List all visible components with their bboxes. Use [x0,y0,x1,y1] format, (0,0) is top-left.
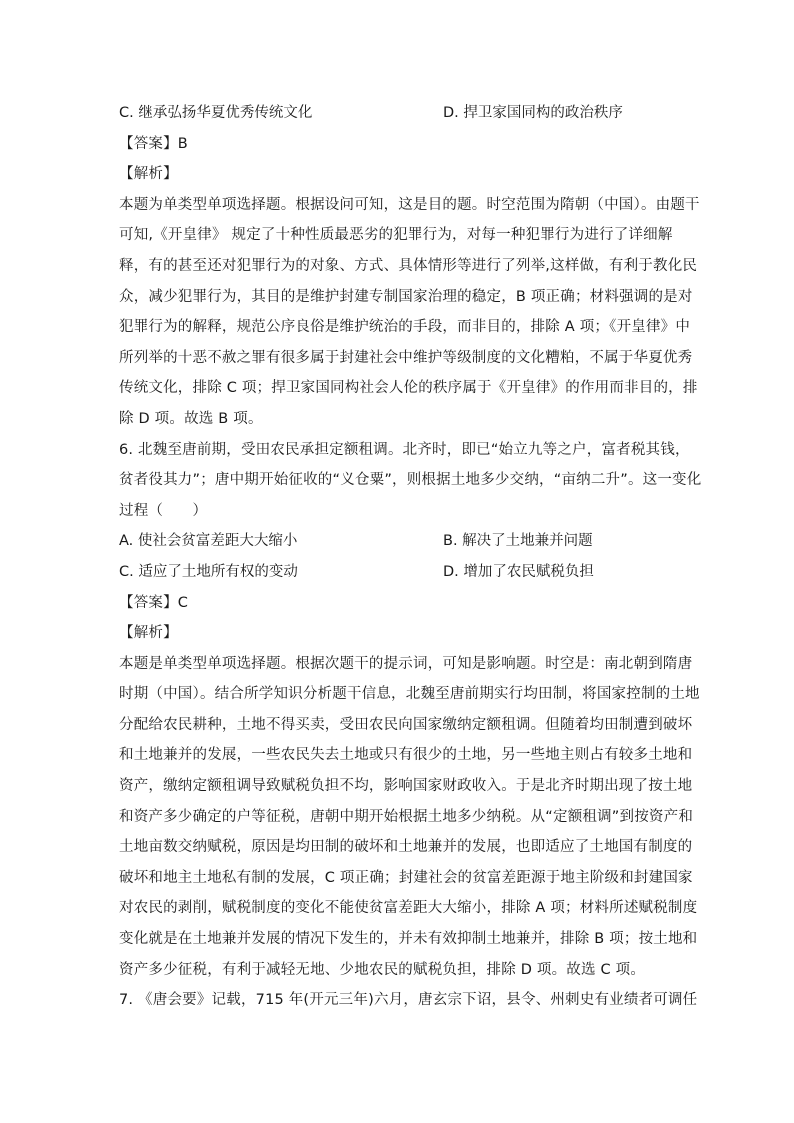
q5-analysis-line: 众，减少犯罪行为，其目的是维护封建专制国家治理的稳定，B 项正确；材料强调的是对 [119,288,693,305]
document-page [119,98,702,1016]
q5-analysis-line: 传统文化，排除 C 项；捍卫家国同构社会人伦的秩序属于《开皇律》的作用而非目的，排 [119,380,698,397]
q6-analysis-line: 时期（中国）。结合所学知识分析题干信息，北魏至唐前期实行均田制，将国家控制的土地 [119,686,700,703]
q7-stem-line: 7. 《唐会要》记载，715 年(开元三年)六月，唐玄宗下诏，县令、州刺史有业绩者可调任 [119,992,698,1009]
q5-analysis-line: 犯罪行为的解释，规范公序良俗是维护统治的手段，而非目的，排除 A 项；《开皇律》中 [119,319,691,336]
q5-analysis [119,190,700,435]
q5-analysis-line: 释，有的甚至还对犯罪行为的对象、方式、具体情形等进行了列举,这样做，有利于教化民 [119,257,698,274]
q6-answer: 【答案】C [119,594,189,611]
q5-analysis-line: 除 D 项。故选 B 项。 [119,410,263,427]
q6-stem-line: 过程（ ） [119,502,208,519]
q5-analysis-line: 所列举的十恶不赦之罪有很多属于封建社会中维护等级制度的文化糟粕，不属于华夏优秀 [119,349,693,366]
q5-option-c: C. 继承弘扬华夏优秀传统文化 [119,105,313,121]
q6-analysis-line: 破坏和地主土地私有制的发展，C 项正确；封建社会的贫富差距源于地主阶级和封建国家 [119,869,693,886]
q6-stem-line: 贫者役其力”；唐中期开始征收的“义仓粟”，则根据土地多少交纳，“亩纳二升”。这一变化 [119,472,702,489]
q7-stem [119,985,698,1016]
q6-option-d: D. 增加了农民赋税负担 [443,563,594,580]
q5-options-cd [119,98,679,129]
q6-analysis-line: 土地亩数交纳赋税，原因是均田制的破坏和土地兼并的发展，也即适应了土地国有制度的 [119,839,693,856]
q5-option-d: D. 捍卫家国同构的政治秩序 [443,105,623,121]
q6-analysis-line: 资产多少征税，有利于减轻无地、少地农民的赋税负担，排除 D 项。故选 C 项。 [119,961,646,978]
q6-analysis [119,649,700,986]
q5-answer: 【答案】B [119,135,188,152]
q6-option-a: A. 使社会贫富差距大大缩小 [119,533,298,550]
q6-analysis-line: 对农民的剥削，赋税制度的变化不能使贫富差距大大缩小，排除 A 项；材料所述赋税制度 [119,900,698,917]
q6-analysis-line: 资产，缴纳定额租调导致赋税负担不均，影响国家财政收入。于是北齐时期出现了按土地 [119,778,693,795]
q6-stem [119,435,702,527]
q6-options-ab [119,526,679,557]
q5-analysis-heading: 【解析】 [119,166,178,183]
q6-analysis-line: 变化就是在土地兼并发展的情况下发生的，并未有效抑制土地兼并，排除 B 项；按土地和 [119,931,698,948]
q6-options-cd [119,557,679,588]
q6-analysis-line: 分配给农民耕种，土地不得买卖，受田农民向国家缴纳定额租调。但随着均田制遭到破坏 [119,716,693,733]
q6-analysis-line: 和土地兼并的发展，一些农民失去土地或只有很少的土地，另一些地主则占有较多土地和 [119,747,693,764]
q6-analysis-line: 和资产多少确定的户等征税，唐朝中期开始根据土地多少纳税。从“定额租调”到按资产和 [119,808,694,825]
q6-option-c: C. 适应了土地所有权的变动 [119,563,298,580]
q6-stem-line: 6. 北魏至唐前期，受田农民承担定额租调。北齐时，即已“始立九等之户，富者税其钱， [119,441,690,458]
q6-analysis-heading: 【解析】 [119,625,178,642]
q6-analysis-line: 本题是单类型单项选择题。根据次题干的提示词，可知是影响题。时空是：南北朝到隋唐 [119,655,693,672]
q5-analysis-line: 本题为单类型单项选择题。根据设问可知，这是目的题。时空范围为隋朝（中国）。由题干 [119,196,700,213]
q5-analysis-line: 可知,《开皇律》 规定了十种性质最恶劣的犯罪行为，对每一种犯罪行为进行了详细解 [119,227,673,244]
q6-option-b: B. 解决了土地兼并问题 [443,533,593,550]
